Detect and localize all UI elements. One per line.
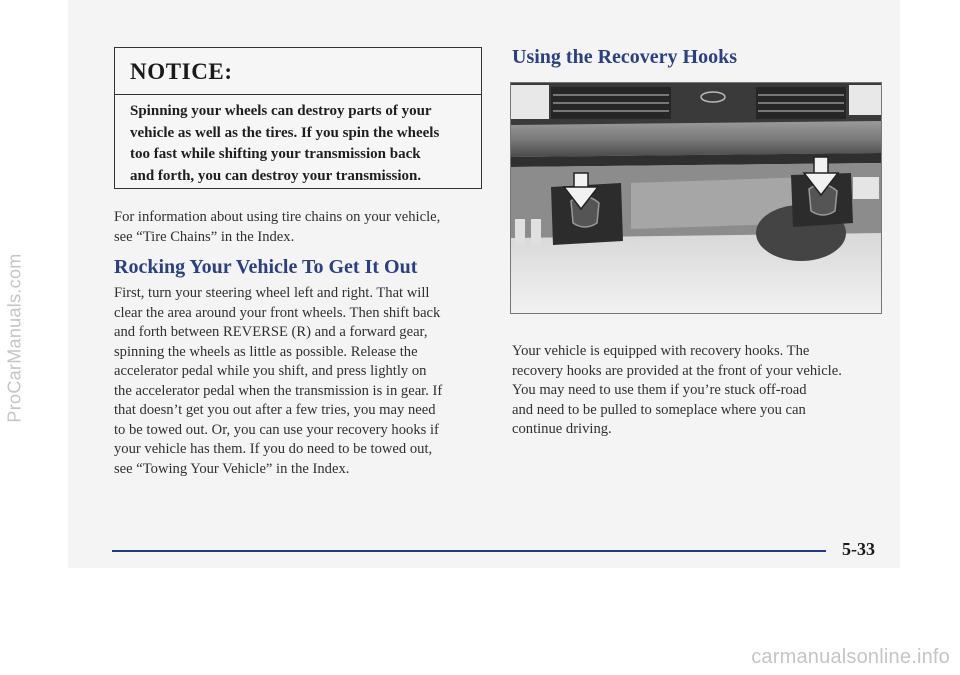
side-watermark-text: ProCarManuals.com	[4, 252, 25, 423]
notice-line: too fast while shifting your transmission back	[130, 146, 421, 162]
paragraph-line: and forth between REVERSE (R) and a forward gear,	[114, 324, 428, 340]
paragraph-line: and need to be pulled to someplace where you can	[512, 401, 806, 418]
side-watermark	[0, 0, 30, 675]
notice-title: NOTICE:	[115, 48, 481, 95]
recovery-hooks-paragraph	[512, 342, 842, 440]
paragraph-line: continue driving.	[512, 421, 612, 437]
vehicle-front-illustration	[511, 83, 882, 314]
paragraph-line: clear the area around your front wheels. Then shift back	[114, 304, 441, 321]
paragraph-line: see “Towing Your Vehicle” in the Index.	[114, 460, 350, 477]
notice-line: Spinning your wheels can destroy parts of your	[130, 103, 432, 119]
paragraph-line: see “Tire Chains” in the Index.	[114, 228, 295, 245]
notice-text	[115, 95, 481, 187]
rocking-heading: Rocking Your Vehicle To Get It Out	[114, 256, 418, 278]
paragraph-line: to be towed out. Or, you can use your recovery hooks if	[114, 421, 439, 438]
paragraph-line: For information about using tire chains on your vehicle,	[114, 209, 441, 225]
paragraph-line: that doesn’t get you out after a few tries, you may need	[114, 402, 436, 418]
recovery-hooks-heading: Using the Recovery Hooks	[512, 46, 737, 68]
notice-line: and forth, you can destroy your transmission.	[130, 167, 422, 184]
notice-box	[114, 47, 482, 189]
paragraph-line: accelerator pedal while you shift, and press lightly on	[114, 363, 427, 379]
page-number: 5-33	[842, 539, 875, 559]
paragraph-line: your vehicle has them. If you do need to be towed out,	[114, 441, 433, 457]
paragraph-line: the accelerator pedal when the transmission is in gear. If	[114, 382, 443, 399]
notice-line: vehicle as well as the tires. If you spin the wheels	[130, 124, 440, 141]
recovery-hooks-photo	[510, 82, 882, 314]
footer-rule	[112, 550, 826, 552]
paragraph-line: recovery hooks are provided at the front of your vehicle.	[512, 362, 842, 379]
paragraph-line: spinning the wheels as little as possible. Release the	[114, 343, 418, 360]
paragraph-line: First, turn your steering wheel left and right. That will	[114, 285, 430, 301]
rocking-paragraph	[114, 284, 442, 479]
paragraph-line: You may need to use them if you’re stuck off-road	[512, 382, 807, 398]
tire-chains-paragraph	[114, 208, 440, 247]
paragraph-line: Your vehicle is equipped with recovery hooks. The	[512, 343, 810, 359]
bottom-watermark: carmanualsonline.info	[751, 646, 950, 668]
